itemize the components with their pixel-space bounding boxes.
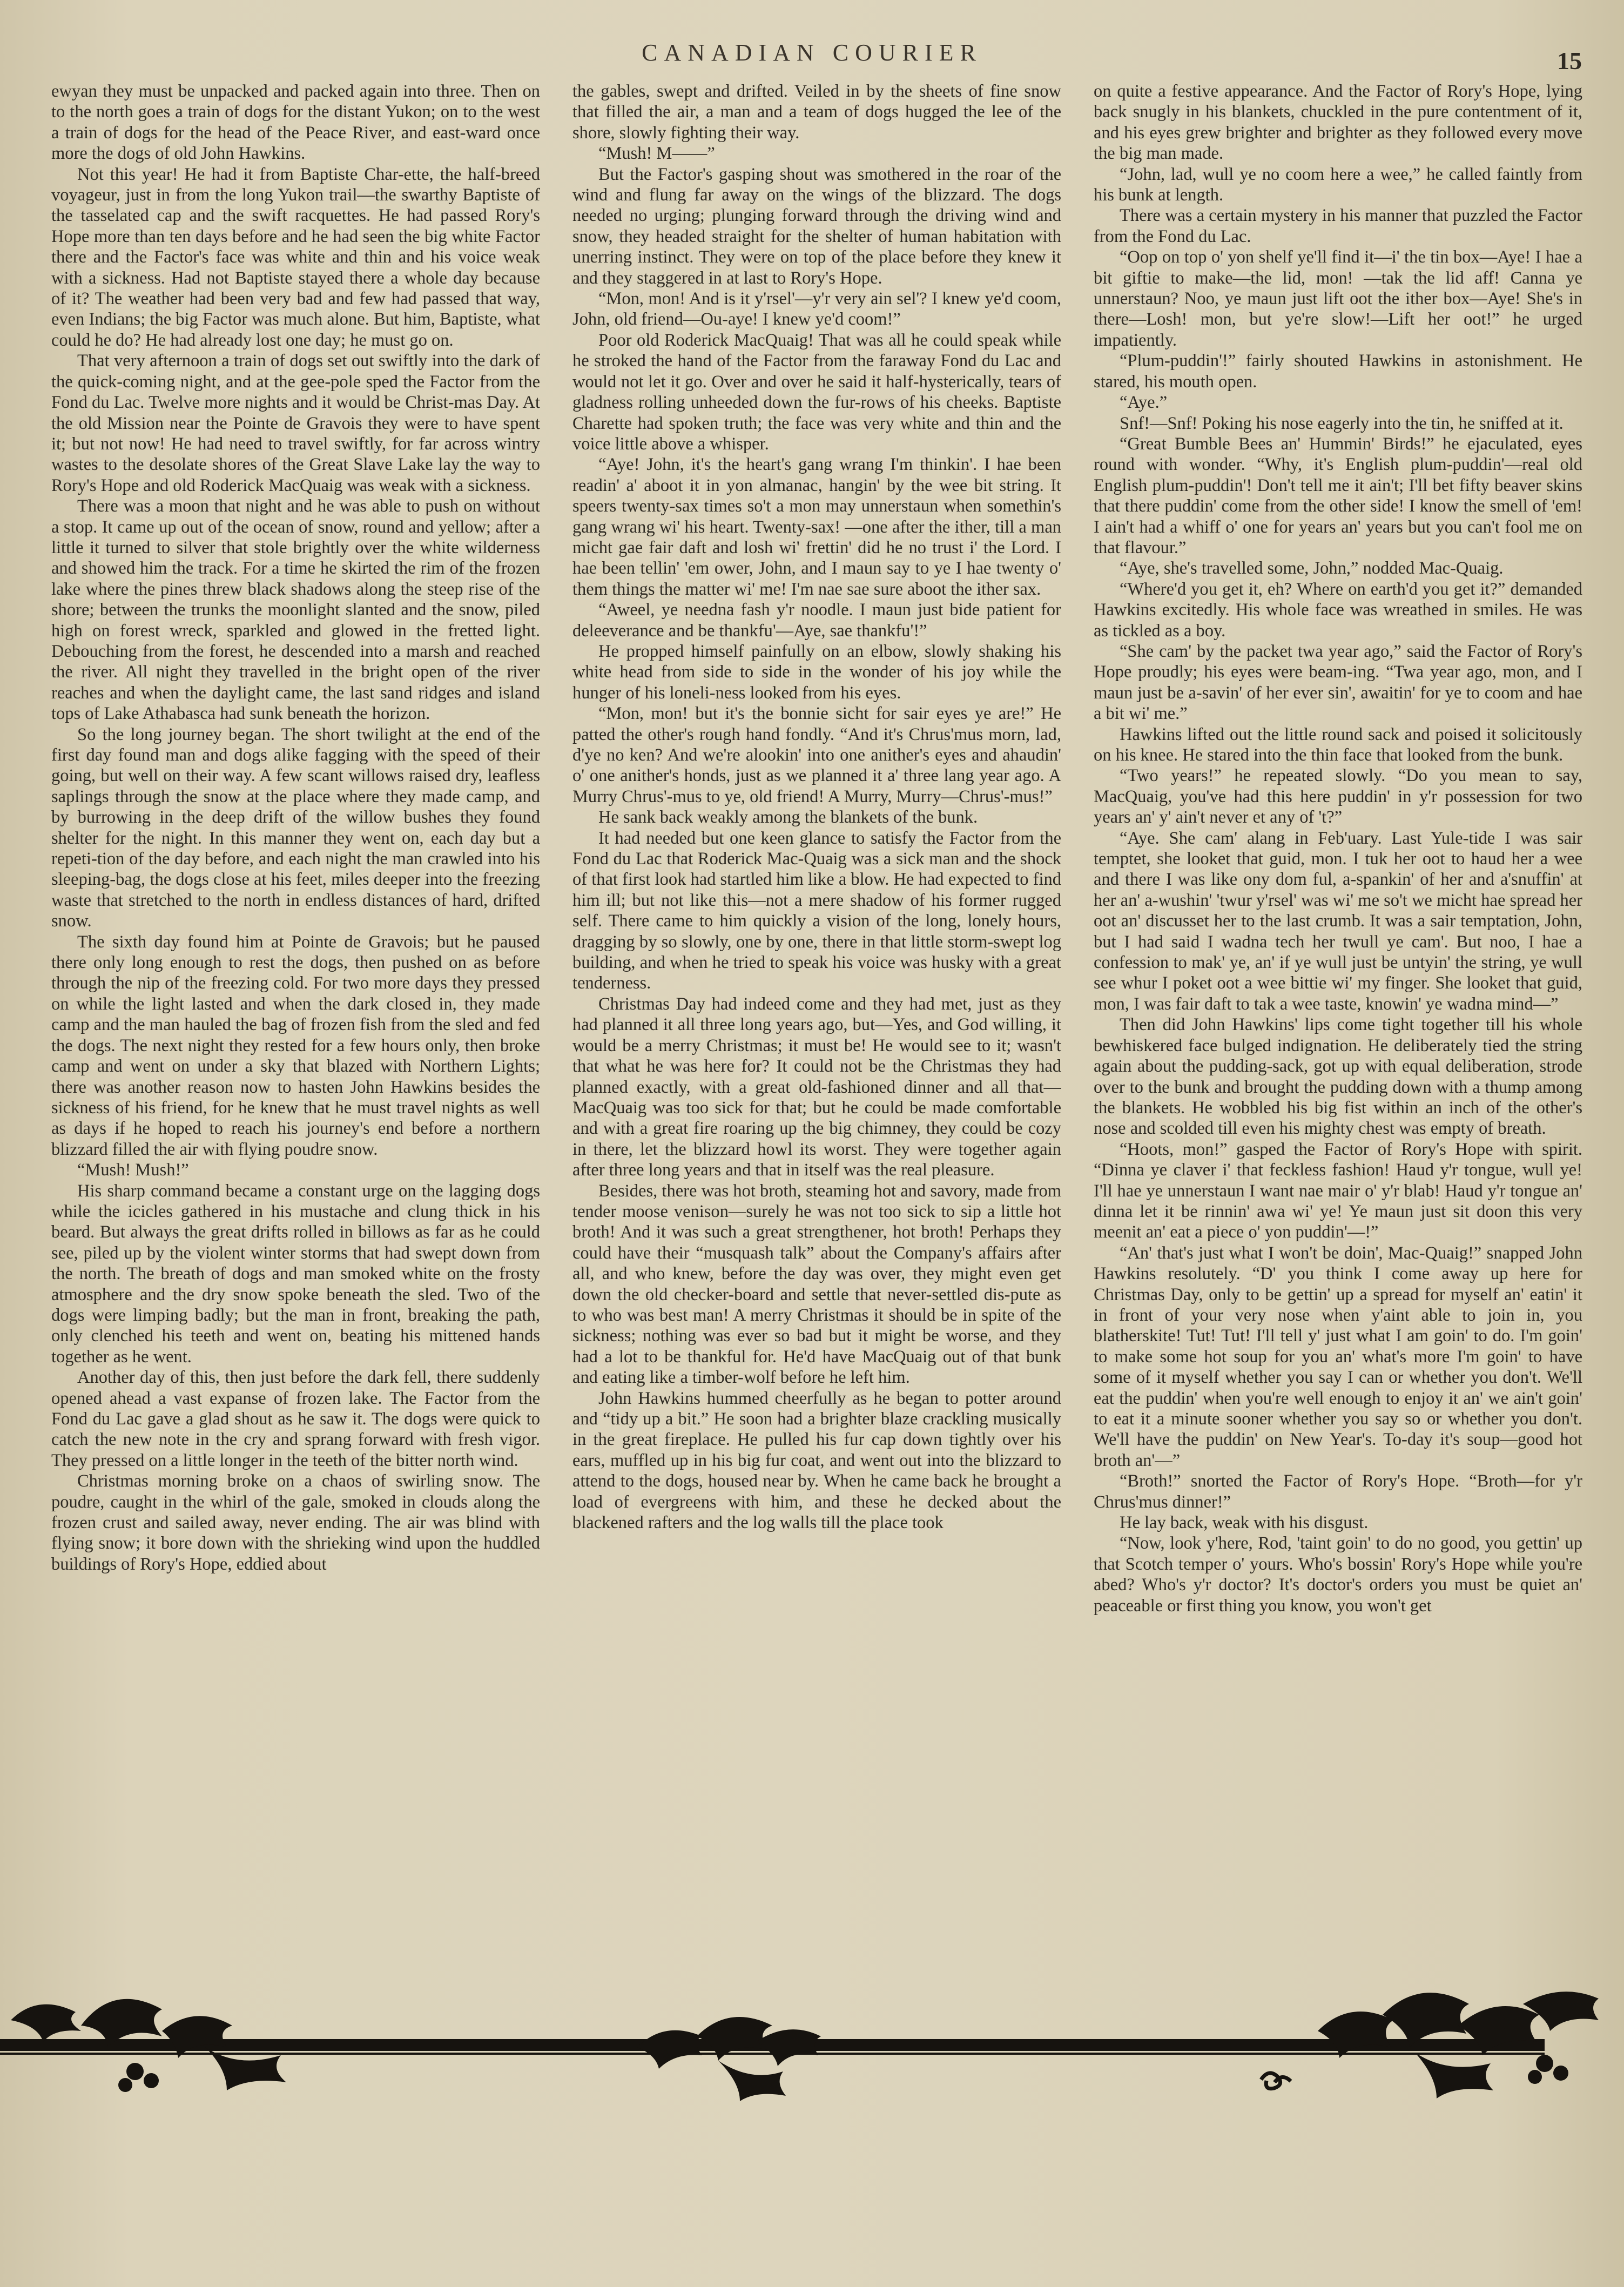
article-paragraph: “Where'd you get it, eh? Where on earth'd you get it?” demanded Hawkins excitedly. His whole face was wreathed in smiles. He was as tickled as a boy. xyxy=(1094,579,1582,641)
article-paragraph: on quite a festive appearance. And the Factor of Rory's Hope, lying back snugly in his blankets, chuckled in the pure contentment of it, and his eyes grew brighter and brighter as they followed every move the big man made. xyxy=(1094,82,1582,164)
article-paragraph: “Oop on top o' yon shelf ye'll find it—i' the tin box—Aye! I hae a bit giftie to make—the lid, mon! —tak the lid aff! Canna ye unnerstaun? Noo, ye maun just lift oot the ither box—Aye! She's in there—Losh! mon, but ye're slow!—Lift her oot!” he urged impatiently. xyxy=(1094,247,1582,350)
article-paragraph: “John, lad, wull ye no coom here a wee,” he called faintly from his bunk at length. xyxy=(1094,164,1582,205)
article-paragraph: There was a certain mystery in his manner that puzzled the Factor from the Fond du Lac. xyxy=(1094,206,1582,246)
article-paragraph: “Aye, she's travelled some, John,” nodded Mac-Quaig. xyxy=(1120,559,1504,579)
article-paragraph: Snf!—Snf! Poking his nose eagerly into the tin, he sniffed at it. xyxy=(1120,413,1564,433)
article-paragraph: That very afternoon a train of dogs set out swiftly into the dark of the quick-coming night, and at the gee-pole sped the Factor from the Fond du Lac. Twelve more nights and it would be Christ-mas Day. At the old Mission near the Pointe de Gravois they were to have spent it; but not now! He had need to travel swiftly, for far across wintry wastes to the desolate shores of the Great Slave Lake lay the way to Rory's Hope and old Roderick MacQuaig was weak with a sickness. xyxy=(51,351,540,495)
article-paragraph: But the Factor's gasping shout was smothered in the roar of the wind and flung far away on the wings of the blizzard. The dogs needed no urging; plunging forward through the driving wind and snow, they headed straight for the shelter of human habitation with unerring instinct. They were on top of the place before they knew it and they staggered in at last to Rory's Hope. xyxy=(572,164,1061,288)
article-paragraph: “Now, look y'here, Rod, 'taint goin' to do no good, you gettin' up that Scotch temper o' yours. Who's bossin' Rory's Hope while you're abed? Who's y'r doctor? It's doctor's orders you must be quiet an' peaceable or first thing you know, you won't get xyxy=(1094,1533,1582,1616)
holly-border-icon xyxy=(0,1961,1624,2123)
article-paragraph: His sharp command became a constant urge on the lagging dogs while the icicles gathered in his mustache and clung thick in his beard. But always the great drifts rolled in billows as far as he could see, piled up by the violent winter storms that had swept down from the north. The breath of dogs and man smoked white on the frosty atmosphere and the dry snow spoke beneath the sled. Two of the dogs were limping badly; but the man in front, breaking the path, only clenched his teeth and went on, beating his mittened hands together as he went. xyxy=(51,1181,540,1367)
article-paragraph: He sank back weakly among the blankets of the bunk. xyxy=(598,808,978,828)
article-paragraph: “Hoots, mon!” gasped the Factor of Rory's Hope with spirit. “Dinna ye claver i' that feckless fashion! Haud y'r tongue, wull ye! I'll hae ye unnerstaun I want nae mair o' y'r blab! Haud y'r tongue an' dinna let it be rinnin' awa wi' ye! Ye maun just sit doon this very meenit an' eat a piece o' yon puddin'—!” xyxy=(1094,1139,1582,1242)
article-paragraph: It had needed but one keen glance to satisfy the Factor from the Fond du Lac that Roderick Mac-Quaig was a sick man and the shock of that first look had startled him like a blow. He had expected to find him ill; but not like this—not a mere shadow of his former rugged self. There came to him quickly a vision of the long, lonely hours, dragging by so slowly, one by one, there in that little storm-swept log building, and when he tried to speak his voice was husky with a great tenderness. xyxy=(572,828,1061,993)
page-number: 15 xyxy=(1557,47,1582,75)
column-left xyxy=(51,81,540,1961)
article-paragraph: “Plum-puddin'!” fairly shouted Hawkins in astonishment. He stared, his mouth open. xyxy=(1094,351,1582,392)
article-paragraph: He lay back, weak with his disgust. xyxy=(1120,1513,1369,1533)
article-paragraph: “Mush! Mush!” xyxy=(77,1160,189,1180)
article-paragraph: Then did John Hawkins' lips come tight together till his whole bewhiskered face bulged indignation. He deliberately tied the string again about the pudding-sack, got up with equal deliberation, strode over to the bunk and brought the pudding down with a thump among the blankets. He wobbled his big fist within an inch of the other's nose and scolded till even his mighty chest was empty of breath. xyxy=(1094,1015,1582,1139)
article-paragraph: He propped himself painfully on an elbow, slowly shaking his white head from side to side in the wonder of his joy while the hunger of his loneli-ness looked from his eyes. xyxy=(572,641,1061,703)
article-paragraph: Christmas morning broke on a chaos of swirling snow. The poudre, caught in the whirl of the gale, smoked in clouds along the frozen crust and sailed away, never ending. The air was blind with flying snow; it bore down with the shrieking wind upon the huddled buildings of Rory's Hope, eddied about xyxy=(51,1471,540,1574)
article-paragraph: Hawkins lifted out the little round sack and poised it solicitously on his knee. He stared into the thin face that looked from the bunk. xyxy=(1094,724,1582,765)
article-paragraph: Not this year! He had it from Baptiste Char-ette, the half-breed voyageur, just in from the long Yukon trail—the swarthy Baptiste of the tasselated cap and the swift racquettes. He had passed Rory's Hope more than ten days before and he had seen the big white Factor there and the Factor's face was white and thin and his voice weak with a sickness. Had not Baptiste stayed there a whole day because of it? The weather had been very bad and few had passed that way, even Indians; the big Factor was much alone. But him, Baptiste, what could he do? He had already lost one day; he must go on. xyxy=(51,164,540,350)
article-columns xyxy=(51,81,1582,1961)
article-paragraph: “Broth!” snorted the Factor of Rory's Hope. “Broth—for y'r Chrus'mus dinner!” xyxy=(1094,1471,1582,1512)
article-paragraph: Christmas Day had indeed come and they had met, just as they had planned it all three long years ago, but—Yes, and God willing, it would be a merry Christmas; it must be! He would see to it; wasn't that what he was here for? It could not be the Christmas they had planned exactly, with a great old-fashioned dinner and all that—MacQuaig was too sick for that; but he could be made comfortable and with a great fire roaring up the big chimney, they could be cozy in there, let the blizzard howl its worst. They were together again after three long years and that in itself was the real pleasure. xyxy=(572,994,1061,1180)
article-paragraph: “She cam' by the packet twa year ago,” said the Factor of Rory's Hope proudly; his eyes were beam-ing. “Twa year ago, mon, and I maun just be a-savin' of her ever sin', awaitin' for ye to coom and hae a bit wi' me.” xyxy=(1094,641,1582,724)
article-paragraph: “An' that's just what I won't be doin', Mac-Quaig!” snapped John Hawkins resolutely. “D' you think I come away up here for Christmas Day, only to be gettin' up a spread for myself an' eatin' it in front of your very nose when y'aint able to join in, you blatherskite! Tut! Tut! I'll tell y' just what I am goin' to do. I'm goin' to make some hot soup for you an' what's more I'm goin' to have some of it myself whether you say I can or whether you don't. We'll eat the puddin' when you're well enough to enjoy it an' we ain't goin' to eat it a minute sooner whether you say so or whether you don't. We'll have the puddin' on New Year's. To-day it's soup—good hot broth an'—” xyxy=(1094,1243,1582,1470)
article-paragraph: Another day of this, then just before the dark fell, there suddenly opened ahead a vast expanse of frozen lake. The Factor from the Fond du Lac gave a glad shout as he saw it. The dogs were quick to catch the new note in the cry and sprang forward with fresh vigor. They pressed on a little longer in the teeth of the bitter north wind. xyxy=(51,1368,540,1470)
article-paragraph: Poor old Roderick MacQuaig! That was all he could speak while he stroked the hand of the Factor from the faraway Fond du Lac and would not let it go. Over and over he said it half-hysterically, tears of gladness rolling unheeded down the fur-rows of his cheeks. Baptiste Charette had spoken truth; the face was very white and thin and the voice little above a whisper. xyxy=(572,330,1061,454)
article-paragraph: There was a moon that night and he was able to push on without a stop. It came up out of the ocean of snow, round and yellow; after a little it turned to silver that stole brightly over the white wilderness and showed him the track. For a time he skirted the rim of the frozen lake where the pines threw black shadows along the steep rise of the shore; between the trunks the moonlight slanted and the snow, piled high on forest wreck, sparkled and glowed in the fretted light. Debouching from the forest, he descended into a marsh and reached the river. All night they travelled in the bright open of the river reaches and when the daylight came, the last sand ridges and island tops of Lake Athabasca had sunk beneath the horizon. xyxy=(51,496,540,724)
article-paragraph: ewyan they must be unpacked and packed again into three. Then on to the north goes a train of dogs for the distant Yukon; on to the west a train of dogs for the head of the Peace River, and east-ward once more the dogs of old John Hawkins. xyxy=(51,82,540,164)
article-paragraph: “Mon, mon! And is it y'rsel'—y'r very ain sel'? I knew ye'd coom, John, old friend—Ou-aye! I knew ye'd coom!” xyxy=(572,289,1061,329)
article-paragraph: the gables, swept and drifted. Veiled in by the sheets of fine snow that filled the air, a man and a team of dogs hugged the lee of the shore, slowly fighting their way. xyxy=(572,82,1061,143)
column-middle xyxy=(572,81,1061,1961)
masthead-title: CANADIAN COURIER xyxy=(642,39,982,66)
article-paragraph: “Mon, mon! but it's the bonnie sicht for sair eyes ye are!” He patted the other's rough hand fondly. “And it's Chrus'mus morn, lad, d'ye no ken? And we're alookin' into one anither's eyes and ahaudin' o' one anither's honds, just as we planned it a' three lang year ago. A Murry Chrus'-mus to ye, old friend! A Murry, Murry—Chrus'-mus!” xyxy=(572,704,1061,806)
article-paragraph: “Great Bumble Bees an' Hummin' Birds!” he ejaculated, eyes round with wonder. “Why, it's English plum-puddin'—real old English plum-puddin'! Don't tell me it ain't; I'll bet fifty beaver skins that there puddin' come from the other side! I know the smell of 'em! I ain't had a whiff o' one for years an' years but you can't fool me on that flavour.” xyxy=(1094,434,1582,557)
article-paragraph: “Aweel, ye needna fash y'r noodle. I maun just bide patient for deleeverance and be thankfu'—Aye, sae thankfu'!” xyxy=(572,600,1061,641)
article-paragraph: Besides, there was hot broth, steaming hot and savory, made from tender moose venison—surely he was not too sick to sip a little hot broth! And it was such a great strengthener, hot broth! Perhaps they could have their “musquash talk” about the Company's affairs after all, and who knew, before the day was over, they might even get down the old checker-board and settle that never-settled dis-pute as to who was best man! A merry Christmas it should be in spite of the sickness; nothing was ever so bad but it might be worse, and they had a lot to be thankful for. He'd have MacQuaig out of that bunk and eating like a timber-wolf before he left him. xyxy=(572,1181,1061,1388)
article-paragraph: “Mush! M——” xyxy=(598,144,715,164)
article-paragraph: So the long journey began. The short twilight at the end of the first day found man and dogs alike fagging with the speed of their going, but well on their way. A few scant willows raised dry, leafless saplings through the snow at the place where they made camp, and by burrowing in the deep drift of the willow bushes they found shelter for the night. In this manner they went on, each day but a repeti-tion of the day before, and each night the man crawled into his sleeping-bag, the dogs close at his feet, miles deeper into the freezing waste that stretched to the north in endless distances of hard, drifted snow. xyxy=(51,724,540,931)
article-paragraph: “Two years!” he repeated slowly. “Do you mean to say, MacQuaig, you've had this here puddin' in y'r possession for two years an' y' ain't never et any of 't?” xyxy=(1094,766,1582,828)
column-right xyxy=(1094,81,1582,1961)
article-paragraph: “Aye. She cam' alang in Feb'uary. Last Yule-tide I was sair temptet, she looket that guid, mon. I tuk her oot to haud her a wee and there I was like ony dom ful, a-spankin' of her and a'snuffin' at her an' a-wushin' 'twur y'rsel' was wi' me so't we micht hae spread her oot an' discusset her to the last crumb. It was a sair temptation, John, but I had said I wadna tech her twull ye cam'. But noo, I hae a confession to mak' ye, an' if ye wull just be untyin' the string, ye wull see whur I poket oot a wee bittie wi' my finger. She looket that guid, mon, I was fair daft to tak a wee taste, knowin' ye wadna mind—” xyxy=(1094,828,1582,1014)
article-paragraph: “Aye! John, it's the heart's gang wrang I'm thinkin'. I hae been readin' a' aboot it in yon almanac, hangin' by the wee bit string. It speers twenty-sax times so't a mon may unnerstaun when somethin's gang wrang wi' his heart. Twenty-sax! —one after the ither, till a man micht gae fair daft and losh wi' frettin' did he no trust i' the Lord. I hae been tellin' 'em ower, John, and I maun say to ye I hae twenty o' them things the matter wi' me! I'm nae sae sure aboot the ither sax. xyxy=(572,455,1061,599)
article-paragraph: The sixth day found him at Pointe de Gravois; but he paused there only long enough to rest the dogs, then pushed on as before through the nip of the freezing cold. For two more days they pressed on while the light lasted and when the dark closed in, they made camp and the man hauled the bag of frozen fish from the sled and fed the dogs. The next night they rested for a few hours only, then broke camp and went on under a sky that blazed with Northern Lights; there was another reason now to hasten John Hawkins besides the sickness of his friend, for he knew that he must travel nights as well as days if he hoped to reach his journey's end before a northern blizzard filled the air with flying poudre snow. xyxy=(51,932,540,1159)
article-paragraph: John Hawkins hummed cheerfully as he began to potter around and “tidy up a bit.” He soon had a brighter blaze crackling musically in the great fireplace. He pulled his fur cap down tightly over his ears, muffled up in his big fur coat, and went out into the blizzard to attend to the dogs, housed near by. When he came back he brought a load of evergreens with him, and these he decked about the blackened rafters and the log walls till the place took xyxy=(572,1388,1061,1533)
article-paragraph: “Aye.” xyxy=(1120,393,1168,413)
